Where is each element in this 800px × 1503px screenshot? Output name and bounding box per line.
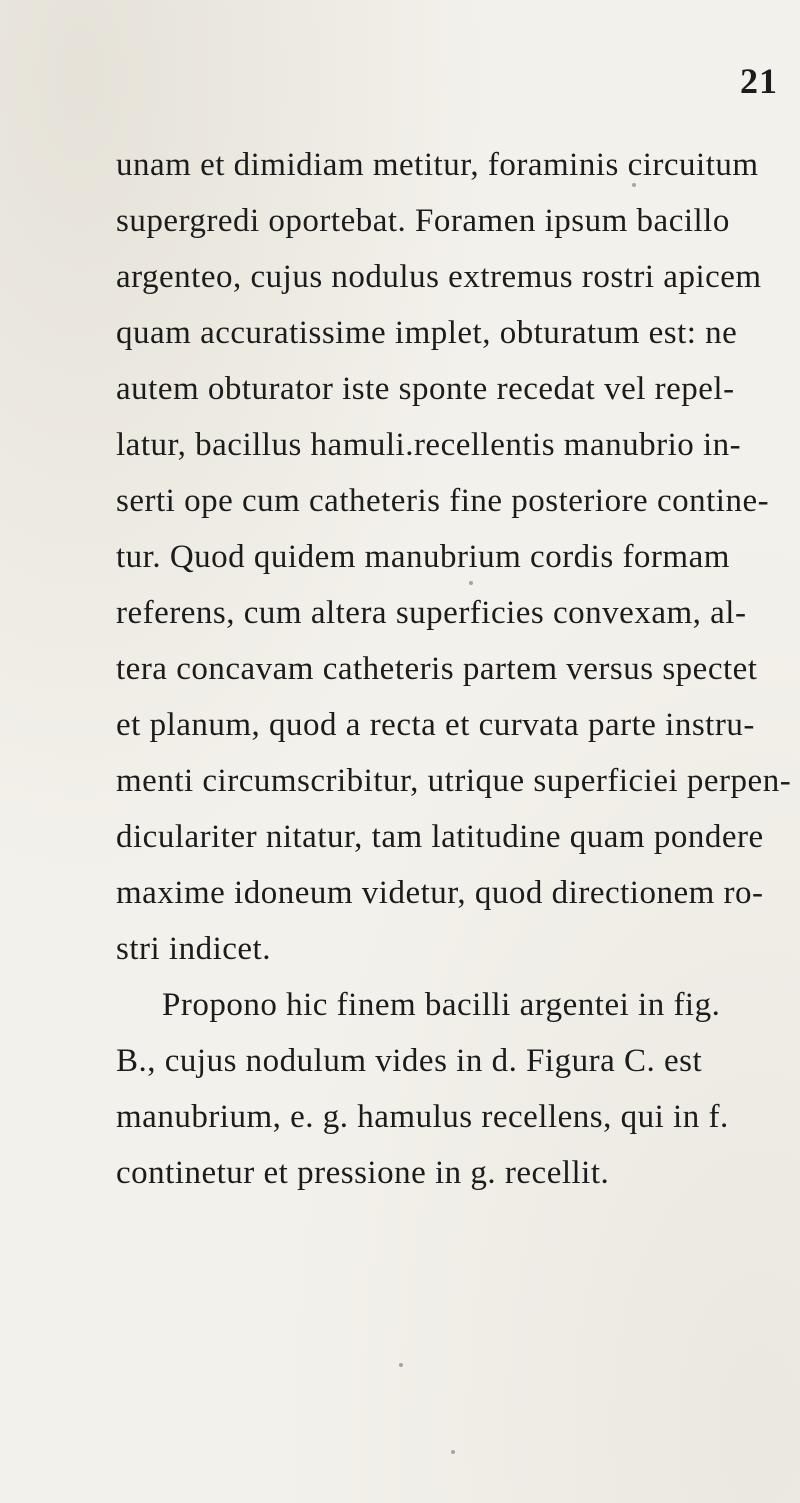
text-line: B., cujus nodulum vides in d. Figura C. est (116, 1043, 703, 1079)
body-text (116, 137, 796, 1201)
text-line: serti ope cum catheteris fine posteriore contine- (116, 483, 770, 519)
text-line: tera concavam catheteris partem versus spectet (116, 651, 758, 687)
text-line: et planum, quod a recta et curvata parte instru- (116, 707, 755, 743)
print-speck (399, 1363, 403, 1367)
text-line: manubrium, e. g. hamulus recellens, qui in f. (116, 1099, 729, 1135)
text-line: latur, bacillus hamuli.recellentis manubrio in- (116, 427, 742, 463)
text-line: unam et dimidiam metitur, foraminis circuitum (116, 147, 759, 183)
paragraph-first-line: Propono hic finem bacilli argentei in fig. (162, 987, 721, 1023)
text-line: tur. Quod quidem manubrium cordis formam (116, 539, 730, 575)
print-speck (469, 581, 473, 585)
print-speck (632, 183, 636, 187)
text-line: continetur et pressione in g. recellit. (116, 1155, 610, 1191)
text-line: maxime idoneum videtur, quod directionem ro- (116, 875, 764, 911)
text-line: referens, cum altera superficies convexam, al- (116, 595, 747, 631)
text-line: diculariter nitatur, tam latitudine quam pondere (116, 819, 764, 855)
text-line: quam accuratissime implet, obturatum est: ne (116, 315, 738, 351)
text-line: argenteo, cujus nodulus extremus rostri apicem (116, 259, 762, 295)
text-line: stri indicet. (116, 931, 271, 967)
print-speck (451, 1450, 455, 1454)
text-line: menti circumscribitur, utrique superficiei perpen- (116, 763, 792, 799)
text-line: supergredi oportebat. Foramen ipsum bacillo (116, 203, 730, 239)
text-line: autem obturator iste sponte recedat vel repel- (116, 371, 735, 407)
page-number: 21 (740, 61, 778, 101)
